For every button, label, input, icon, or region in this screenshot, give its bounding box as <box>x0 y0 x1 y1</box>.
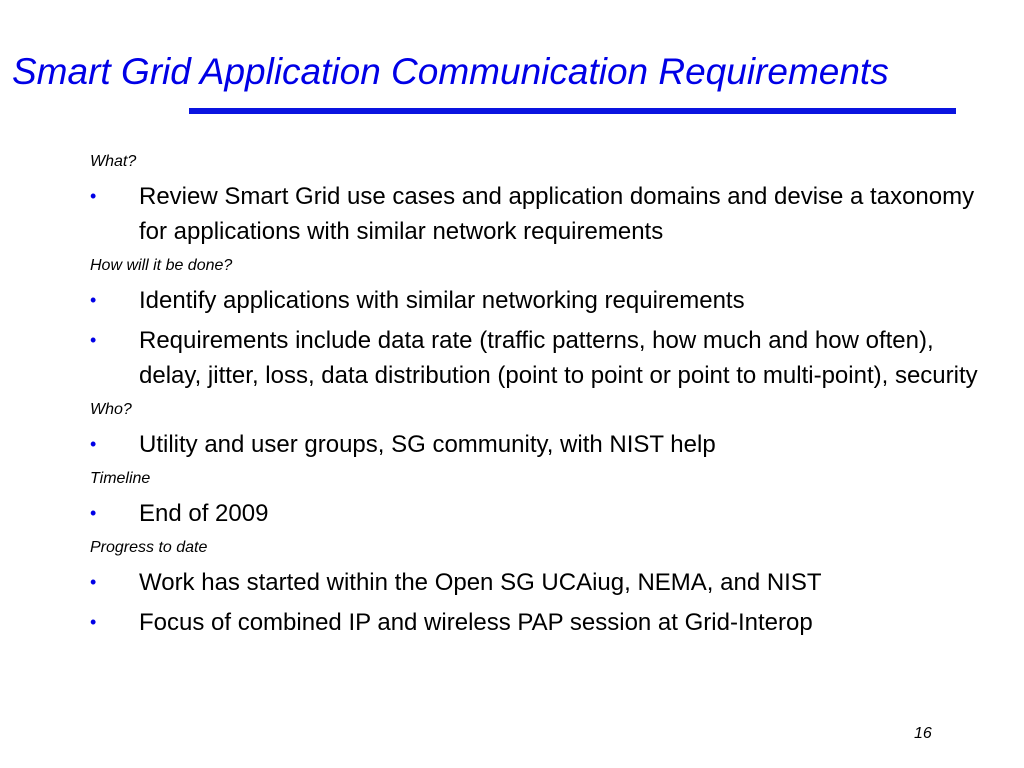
bullet-item <box>90 605 990 640</box>
bullet-item <box>90 323 990 393</box>
bullet-dot-icon: • <box>90 186 97 206</box>
bullet-dot-icon: • <box>90 330 97 350</box>
bullet-item <box>90 283 990 318</box>
bullet-dot-icon: • <box>90 572 97 592</box>
section-label-timeline: Timeline <box>90 470 151 487</box>
bullet-item <box>90 427 990 462</box>
slide-content <box>90 150 990 645</box>
bullet-text: End of 2009 <box>139 500 269 527</box>
section-label-what: What? <box>90 153 137 170</box>
bullet-dot-icon: • <box>90 290 97 310</box>
bullet-text: Requirements include data rate (traffic patterns, how much and how often), delay, jitter, loss, data distribution (point to point or point to multi-point), security <box>139 327 978 389</box>
bullet-dot-icon: • <box>90 612 97 632</box>
section-label-progress: Progress to date <box>90 539 208 556</box>
bullet-item <box>90 565 990 600</box>
section-label-who: Who? <box>90 401 132 418</box>
bullet-dot-icon: • <box>90 503 97 523</box>
bullet-item <box>90 496 990 531</box>
section-label-how: How will it be done? <box>90 257 233 274</box>
bullet-text: Work has started within the Open SG UCAiug, NEMA, and NIST <box>139 569 822 596</box>
page-number: 16 <box>914 725 932 742</box>
bullet-text: Utility and user groups, SG community, with NIST help <box>139 431 716 458</box>
bullet-dot-icon: • <box>90 434 97 454</box>
slide-title: Smart Grid Application Communication Requirements <box>12 51 889 92</box>
bullet-text: Identify applications with similar networking requirements <box>139 287 745 314</box>
bullet-item <box>90 179 990 249</box>
bullet-text: Focus of combined IP and wireless PAP session at Grid-Interop <box>139 609 813 636</box>
title-underline <box>189 108 956 114</box>
bullet-text: Review Smart Grid use cases and application domains and devise a taxonomy for applications with similar network requirements <box>139 183 975 245</box>
